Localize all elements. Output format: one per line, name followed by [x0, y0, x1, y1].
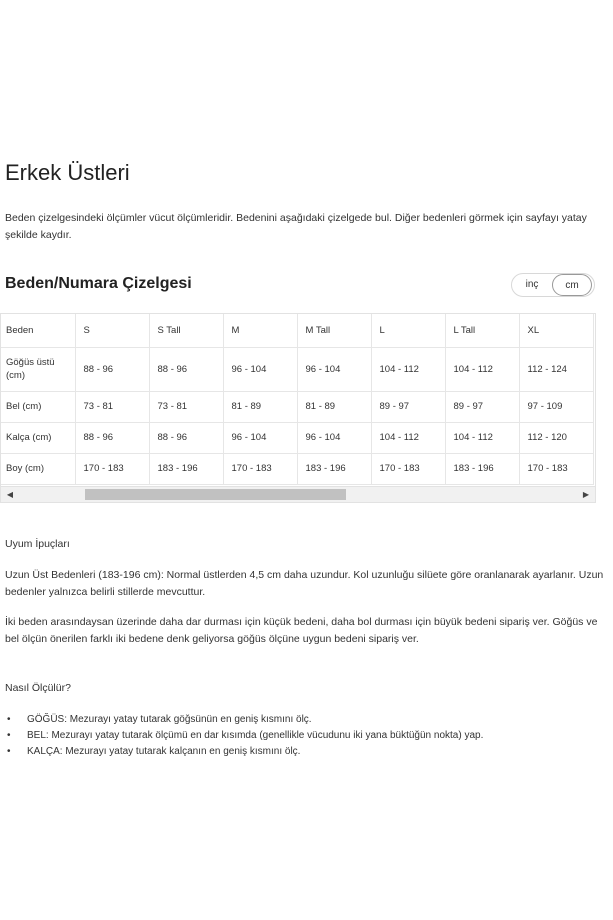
table-row	[1, 347, 593, 391]
how-to-measure-list	[5, 712, 605, 760]
table-cell: 96 - 104	[223, 422, 297, 453]
table-row	[1, 391, 593, 422]
table-cell: 104 - 112	[371, 347, 445, 391]
list-item	[5, 712, 605, 728]
scroll-right-arrow-icon[interactable]: ▶	[582, 490, 590, 499]
scroll-left-arrow-icon[interactable]: ◀	[6, 490, 14, 499]
table-cell: 96 - 104	[223, 347, 297, 391]
table-cell: 81 - 89	[297, 391, 371, 422]
table-cell: 183 - 196	[149, 453, 223, 484]
size-chart-title: Beden/Numara Çizelgesi	[5, 275, 192, 292]
table-cell: 112 - 120	[519, 422, 593, 453]
fit-tips-between-sizes: İki beden arasındaysan üzerinde daha dar durması için küçük bedeni, daha bol durması için büyük bedeni sipariş ver. Göğüs ve bel ölçün önerilen farklı iki bedene denk geliyorsa göğüs ölçüne uygun bedeni sipariş ver.	[5, 616, 598, 645]
list-item-text: KALÇA: Mezurayı yatay tutarak kalçanın en geniş kısmını ölç.	[27, 746, 301, 757]
table-cell: 170 - 183	[75, 453, 149, 484]
size-header: M Tall	[297, 314, 371, 347]
table-cell: 88 - 96	[75, 347, 149, 391]
table-cell: 73 - 81	[75, 391, 149, 422]
size-header: M	[223, 314, 297, 347]
table-cell: 88 - 96	[75, 422, 149, 453]
table-cell: 89 - 97	[445, 391, 519, 422]
table-cell: 104 - 112	[445, 422, 519, 453]
table-cell: 88 - 96	[149, 347, 223, 391]
unit-toggle	[511, 273, 595, 297]
size-header: L Tall	[445, 314, 519, 347]
table-cell: 183 - 196	[297, 453, 371, 484]
list-item	[5, 744, 605, 760]
size-table	[1, 314, 594, 485]
how-to-measure-title: Nasıl Ölçülür?	[5, 682, 71, 694]
size-header: L	[371, 314, 445, 347]
table-header-row	[1, 314, 593, 347]
size-header: XL	[519, 314, 593, 347]
size-header: S Tall	[149, 314, 223, 347]
table-cell: 170 - 183	[519, 453, 593, 484]
table-row	[1, 422, 593, 453]
bullet-icon: •	[7, 714, 11, 725]
row-label-hip: Kalça (cm)	[1, 422, 75, 453]
table-cell: 104 - 112	[445, 347, 519, 391]
list-item-text: BEL: Mezurayı yatay tutarak ölçümü en dar kısımda (genellikle vücudunu iki yana büktüğün nokta) yap.	[27, 730, 484, 741]
fit-tips-title: Uyum İpuçları	[5, 538, 70, 550]
table-cell: 73 - 81	[149, 391, 223, 422]
table-cell: 89 - 97	[371, 391, 445, 422]
page-title: Erkek Üstleri	[5, 160, 130, 185]
table-cell: 97 - 109	[519, 391, 593, 422]
table-cell: 104 - 112	[371, 422, 445, 453]
table-cell: 112 - 124	[519, 347, 593, 391]
row-label-waist: Bel (cm)	[1, 391, 75, 422]
row-label-chest: Göğüs üstü (cm)	[1, 347, 75, 391]
bullet-icon: •	[7, 746, 11, 757]
intro-text: Beden çizelgesindeki ölçümler vücut ölçümleridir. Bedenini aşağıdaki çizelgede bul. Diğer bedenleri görmek için sayfayı yatay şekilde kaydır.	[5, 212, 587, 241]
scrollbar-thumb[interactable]	[85, 489, 346, 500]
table-cell: 96 - 104	[297, 422, 371, 453]
row-label-height: Boy (cm)	[1, 453, 75, 484]
list-item	[5, 728, 605, 744]
table-cell: 88 - 96	[149, 422, 223, 453]
size-table-container	[0, 313, 596, 503]
table-cell: 183 - 196	[445, 453, 519, 484]
size-header: S	[75, 314, 149, 347]
table-row	[1, 453, 593, 484]
table-cell: 170 - 183	[371, 453, 445, 484]
table-header-label: Beden	[1, 314, 75, 347]
unit-cm-button[interactable]: cm	[552, 274, 592, 296]
unit-inch-button[interactable]: inç	[525, 279, 539, 290]
table-cell: 96 - 104	[297, 347, 371, 391]
horizontal-scrollbar[interactable]	[1, 486, 595, 502]
list-item-text: GÖĞÜS: Mezurayı yatay tutarak göğsünün en geniş kısmını ölç.	[27, 714, 312, 725]
fit-tips-tall: Uzun Üst Bedenleri (183-196 cm): Normal üstlerden 4,5 cm daha uzundur. Kol uzunluğu silüete göre oranlanarak ayarlanır. Uzun bedenler yalnızca belirli stillerde mevcuttur.	[5, 569, 604, 598]
table-cell: 81 - 89	[223, 391, 297, 422]
bullet-icon: •	[7, 730, 11, 741]
table-cell: 170 - 183	[223, 453, 297, 484]
